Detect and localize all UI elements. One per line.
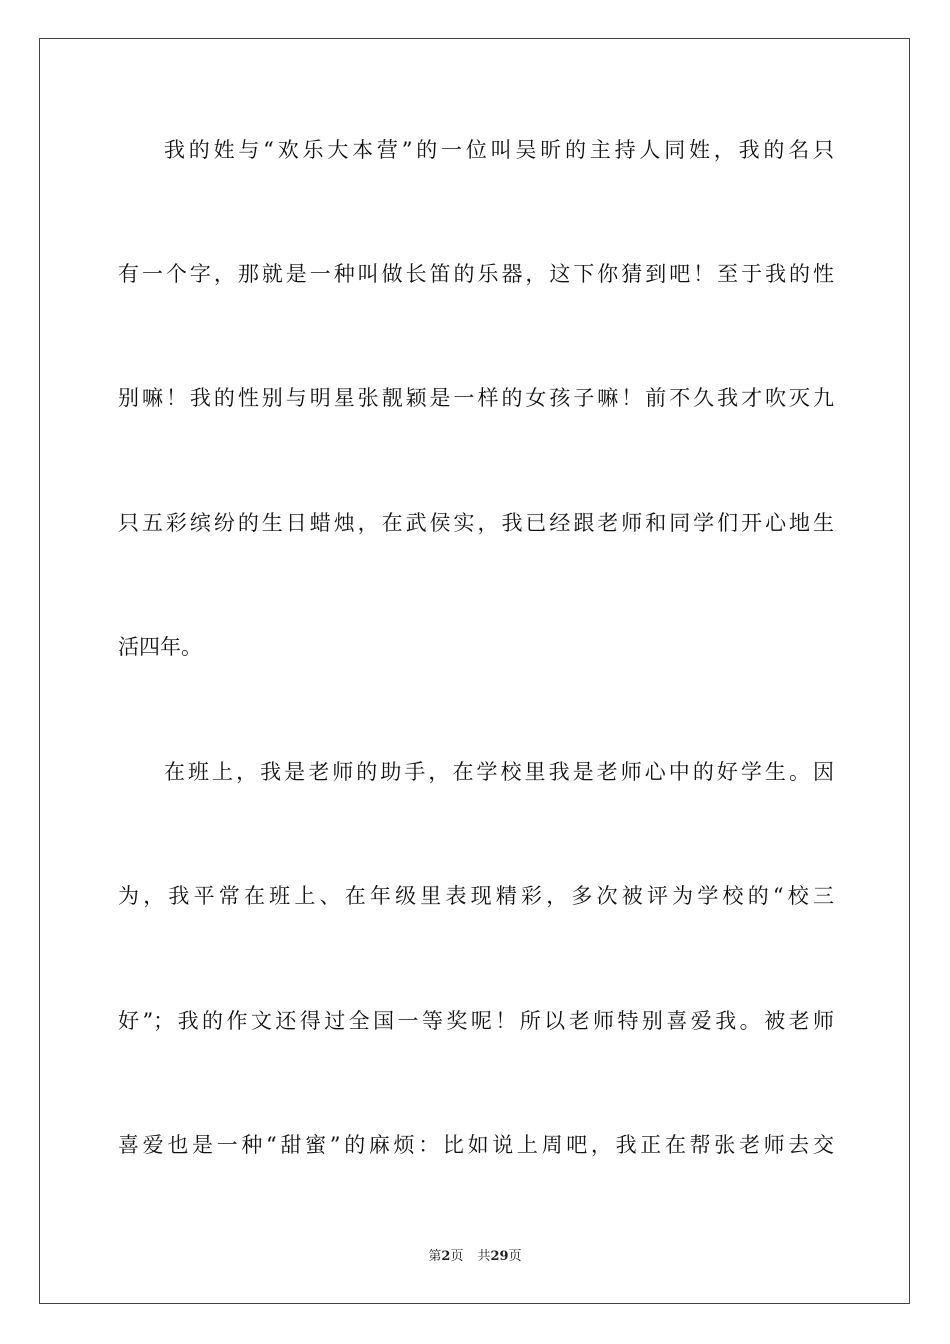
paragraph-1-line-3: 别嘛！我的性别与明星张靓颖是一样的女孩子嘛！前不久我才吹灭九 <box>118 386 834 410</box>
footer-current-page: 2 <box>441 1249 451 1264</box>
paragraph-1-line-2: 有一个字，那就是一种叫做长笛的乐器，这下你猜到吧！至于我的性 <box>118 262 834 286</box>
footer-page-prefix: 第 <box>428 1249 442 1264</box>
paragraph-1-line-1: 我的姓与“欢乐大本营”的一位叫吴昕的主持人同姓，我的名只 <box>164 138 834 162</box>
paragraph-1-line-4: 只五彩缤纷的生日蜡烛，在武侯实，我已经跟老师和同学们开心地生 <box>118 511 834 535</box>
paragraph-2-line-1: 在班上，我是老师的助手，在学校里我是老师心中的好学生。因 <box>164 760 834 784</box>
footer-total-pages: 29 <box>490 1249 509 1264</box>
footer-total-prefix: 共 <box>477 1249 491 1264</box>
page-border <box>39 38 910 1304</box>
footer-total-suffix: 页 <box>508 1249 522 1264</box>
page-footer <box>0 1248 950 1266</box>
paragraph-1-line-5: 活四年。 <box>118 635 202 659</box>
paragraph-2-line-2: 为，我平常在班上、在年级里表现精彩，多次被评为学校的“校三 <box>118 884 834 908</box>
paragraph-2-line-3: 好”；我的作文还得过全国一等奖呢！所以老师特别喜爱我。被老师 <box>118 1009 834 1033</box>
paragraph-2-line-4: 喜爱也是一种“甜蜜”的麻烦：比如说上周吧，我正在帮张老师去交 <box>118 1133 834 1157</box>
footer-page-suffix: 页 <box>450 1249 464 1264</box>
